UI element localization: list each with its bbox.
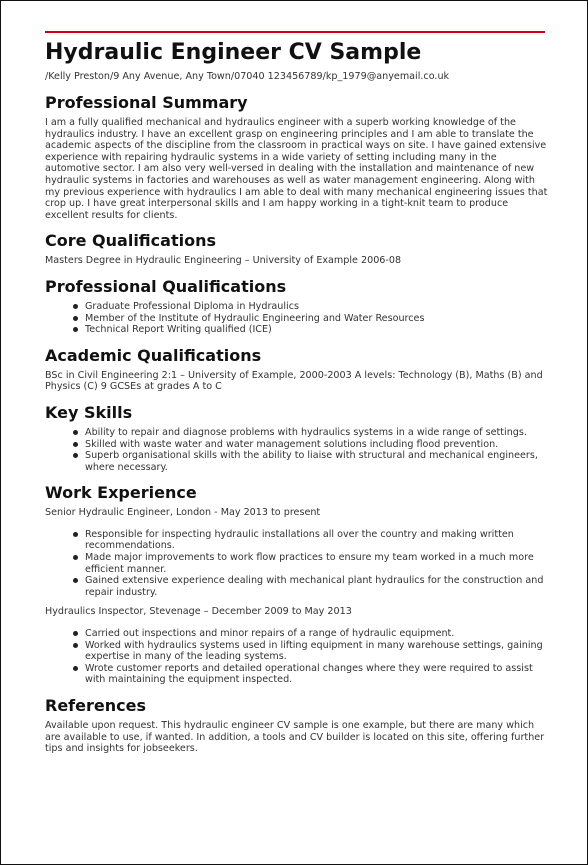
- summary-heading: Professional Summary: [45, 93, 248, 112]
- academic-qualifications-heading: Academic Qualifications: [45, 345, 262, 365]
- list-item: Skilled with waste water and water management solutions including flood prevention.: [85, 439, 549, 451]
- list-item: Carried out inspections and minor repairs of a range of hydraulic equipment.: [85, 628, 549, 640]
- list-item: Wrote customer reports and detailed operational changes where they were required to assist with maintaining the equipment inspected.: [85, 663, 549, 686]
- job-duties-list: [45, 529, 549, 599]
- core-qualifications-heading: Core Qualifications: [45, 231, 216, 251]
- list-item: Superb organisational skills with the ability to liaise with structural and mechanical engineers, where necessary.: [85, 450, 549, 473]
- academic-qualifications-text: BSc in Civil Engineering 2:1 – University of Example, 2000-2003 A levels: Technology (B), Maths (B) and Physics (C) 9 GCSEs at grades A to C: [45, 369, 543, 393]
- list-item: Worked with hydraulics systems used in lifting equipment in many warehouse settings, gaining expertise in many of the leading systems.: [85, 640, 549, 663]
- list-item: Responsible for inspecting hydraulic installations all over the country and making written recommendations.: [85, 529, 549, 552]
- list-item: Ability to repair and diagnose problems with hydraulics systems in a wide range of settings.: [85, 427, 549, 439]
- professional-qualifications-heading: Professional Qualifications: [45, 276, 287, 296]
- cv-content: [45, 39, 549, 755]
- list-item: Gained extensive experience dealing with mechanical plant hydraulics for the construction and repair industry.: [85, 575, 549, 598]
- spacer: [45, 519, 549, 527]
- references-heading: References: [45, 696, 146, 715]
- list-item: Member of the Institute of Hydraulic Engineering and Water Resources: [85, 313, 549, 325]
- list-item: Graduate Professional Diploma in Hydraulics: [85, 301, 549, 313]
- key-skills-list: [45, 427, 549, 473]
- summary-text: I am a fully qualified mechanical and hydraulics engineer with a superb working knowledge of the hydraulics industry. I have an excellent grasp on engineering principles and I am able to translate the academic aspects of the discipline from the classroom in practical ways on site. I have gained extensive experience with repairing hydraulic systems in a wide variety of setting including many in the automotive sector. I am also very well-versed in dealing with the installation and maintenance of new hydraulic systems in factories and warehouses as well as water management engineering. Along with my previous experience with hydraulics I am able to deal with many mechanical engineering issues that crop up. I have great interpersonal skills and I am happy working in a tight-knit team to produce excellent results for clients.: [45, 117, 548, 221]
- work-experience-heading: Work Experience: [45, 483, 197, 503]
- cv-title: Hydraulic Engineer CV Sample: [45, 40, 422, 65]
- key-skills-heading: Key Skills: [45, 402, 133, 422]
- spacer: [45, 618, 549, 626]
- contact-line: /Kelly Preston/9 Any Avenue, Any Town/07040 123456789/kp_1979@anyemail.co.uk: [45, 71, 450, 82]
- spacer: [45, 598, 549, 606]
- professional-qualifications-list: [45, 301, 549, 336]
- job-title: Senior Hydraulic Engineer, London - May 2013 to present: [45, 507, 321, 519]
- list-item: Technical Report Writing qualified (ICE): [85, 324, 549, 336]
- top-accent-rule: [45, 31, 545, 33]
- core-qualifications-text: Masters Degree in Hydraulic Engineering – University of Example 2006-08: [45, 255, 402, 267]
- job-title: Hydraulics Inspector, Stevenage – December 2009 to May 2013: [45, 606, 352, 618]
- job-duties-list: [45, 628, 549, 686]
- references-text: Available upon request. This hydraulic engineer CV sample is one example, but there are many which are available to use, if wanted. In addition, a tools and CV builder is located on this site, offering further tips and insights for jobseekers.: [45, 720, 545, 755]
- list-item: Made major improvements to work flow practices to ensure my team worked in a much more efficient manner.: [85, 552, 549, 575]
